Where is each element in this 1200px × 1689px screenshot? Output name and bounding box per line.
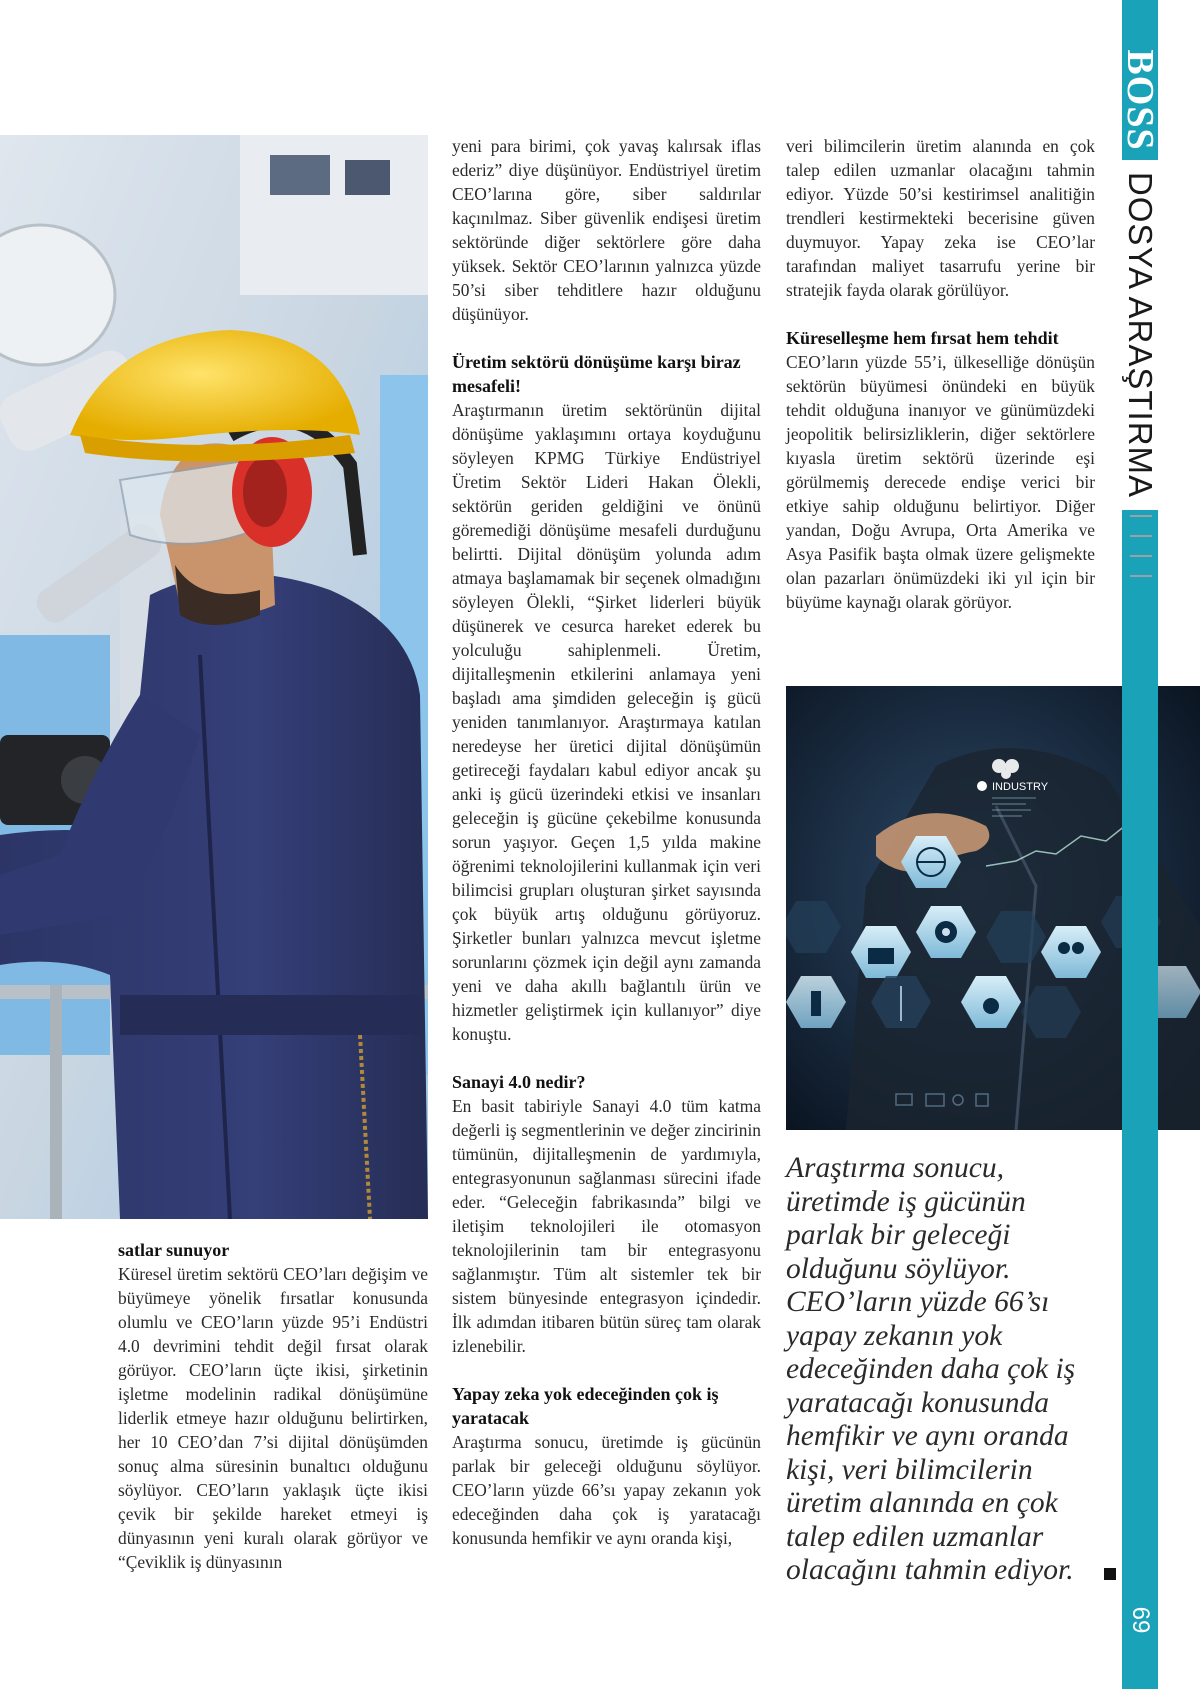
section-label [1122, 160, 1158, 510]
section-heading-uretim: Üretim sektörü dönüşüme karşı biraz mesafeli! [452, 352, 741, 396]
section-heading-kuresellesme: Küreselleşme hem fırsat hem tehdit [786, 328, 1059, 348]
section-text: DOSYA ARAŞTIRMA [1122, 171, 1159, 499]
section-body-sanayi: En basit tabiriyle Sanayi 4.0 tüm katma değerli iş segmentlerinin ve değer zincirinin tümünün, dijitalleşmenin de yardımıyla, entegrasyonunun sağlanması sürecini ifade eder. “Geleceğin fabrikasında” bilgi ve iletişim teknolojileri ile otomasyon teknolojilerinin tam bir entegrasyonu sağlanmıştır. Tüm alt sistemler tek bir sistem bünyesinde entegrasyon içindedir. İlk adımdan itibaren bütün süreç tam olarak izlenebilir. [452, 1096, 761, 1356]
worker-photo [0, 135, 428, 1219]
section-body-uretim: Araştırmanın üretim sektörünün dijital dönüşüme yaklaşımını ortaya koyduğunu söyleyen KPMG Türkiye Endüstriyel Üretim Sektör Lideri Hakan Ölekli, sektörün geriden geldiğini ve önünü göremediği dönüşüme mesafeli durduğunu belirtti. Dijital dönüşüm yolunda adım atmaya başlamamak bir seçenek olmadığını söyleyen Ölekli, “Şirket liderleri büyük düşünerek ve cesurca hareket ederek bu yolculuğu sahiplenmeli. Üretim, dijitalleşmenin etkilerini anlamaya yeni başladı ama şimdiden geleceğin iş gücü yeniden tanımlanıyor. Araştırmaya katılan neredeyse her üretici dijital dönüşümün getireceği faydaları kabul ediyor ancak şu anki iş gücü üzerindeki etkisi ve insanları geleceğin iş gücüne çekebilme konusunda sorun yaşıyor. Geçen 1,5 yılda makine öğrenimi teknolojilerini kullanmak için veri bilimcisi grupları oluşturan şirket sayısında çok büyük artış olduğunu görüyoruz. Şirketler bunları yalnızca mevcut işletme sorunlarını çözmek için değil aynı zamanda yeni ve daha akıllı bağlantılı ürün ve hizmetler geliştirmek için kullanıyor” diye konuştu. [452, 400, 761, 1044]
section-body-yapay-zeka: Araştırma sonucu, üretimde iş gücünün parlak bir geleceği olduğunu söylüyor. CEO’ların yüzde 66’sı yapay zekanın yok edeceğinden daha çok iş yaratacağı konusunda hemfikir ve aynı oranda kişi, [452, 1432, 761, 1548]
left-column-paragraph: Küresel üretim sektörü CEO’ları değişim ve büyümeye yönelik fırsatlar konusunda olumlu ve CEO’ların yüzde 95’i Endüstri 4.0 devrimini tehdit değil fırsat olarak görüyor. CEO’ların üçte ikisi, şirketinin işletme modelinin radikal dönüşümüne liderlik etmeye hazır olduğunu belirtirken, her 10 CEO’dan 7’si dijital dönüşümden sonuç alma süresinin bunaltıcı olduğunu söylüyor. CEO’ların yaklaşık üçte ikisi çevik bir şekilde hareket etmeyi iş dünyasının yeni kuralı olarak görüyor ve “Çeviklik iş dünyasının [118, 1264, 428, 1572]
side-rule [1130, 535, 1152, 537]
side-rule [1130, 575, 1152, 577]
brand-text: BOSS [1119, 49, 1161, 151]
right-intro-paragraph: veri bilimcilerin üretim alanında en çok talep edilen uzmanlar olacağını tahmin ediyor. Yüzde 50’si kestirimsel analitiğin trendleri kestirmekteki becerisine güven duymuyor. Yapay zeka ise CEO’lar tarafından maliyet tasarrufu yerine bir stratejik fayda olarak görülüyor. [786, 136, 1095, 300]
section-body-kuresellesme: CEO’ların yüzde 55’i, ülkeselliğe dönüşün sektörün büyümesi önündeki en büyük tehdit olduğuna inanıyor ve günümüzdeki jeopolitik belirsizliklerin, diğer sektörlere kıyasla üretim sektörü üzerinde eşi görülmemiş derecede endişe verici bir etkiye sahip olduğunu belirtiyor. Diğer yandan, Doğu Avrupa, Orta Amerika ve Asya Pasifik başta olmak üzere gelişmekte olan pazarları önümüzdeki iki yıl için bir büyüme kaynağı olarak görüyor. [786, 352, 1095, 612]
side-rule [1130, 515, 1152, 517]
side-rule [1130, 555, 1152, 557]
image-industry-label: INDUSTRY [992, 781, 1049, 793]
middle-intro-paragraph: yeni para birimi, çok yavaş kalırsak iflas ederiz” diye düşünüyor. Endüstriyel üretim CEO’larına göre, siber saldırılar kaçınılmaz. Siber güvenlik endişesi üretim sektöründe diğer sektörlere göre daha yüksek. Sektör CEO’larının yalnızca yüzde 50’si siber tehditlere hazır olduğunu düşünüyor. [452, 136, 761, 324]
left-column-heading: satlar sunuyor [118, 1240, 230, 1260]
worker-illustration [0, 135, 428, 1219]
page-number [1122, 1590, 1158, 1650]
pull-quote: Araştırma sonucu, üretimde iş gücünün parlak bir geleceği olduğunu söylüyor. CEO’ların yüzde 66’sı yapay zekanın yok edeceğinden daha çok iş yaratacağı konusunda hemfikir ve aynı oranda kişi, veri bilimcilerin üretim alanında en çok talep edilen uzmanlar olacağını tahmin ediyor. [786, 1152, 1076, 1586]
section-heading-sanayi: Sanayi 4.0 nedir? [452, 1072, 586, 1092]
article-end-mark [1104, 1568, 1116, 1580]
left-column [118, 1238, 428, 1574]
middle-column [452, 134, 761, 1550]
page-number-text: 69 [1127, 1606, 1154, 1634]
section-heading-yapay-zeka: Yapay zeka yok edeceğinden çok iş yaratacak [452, 1384, 719, 1428]
right-column [786, 134, 1095, 614]
brand-label [1119, 40, 1161, 160]
